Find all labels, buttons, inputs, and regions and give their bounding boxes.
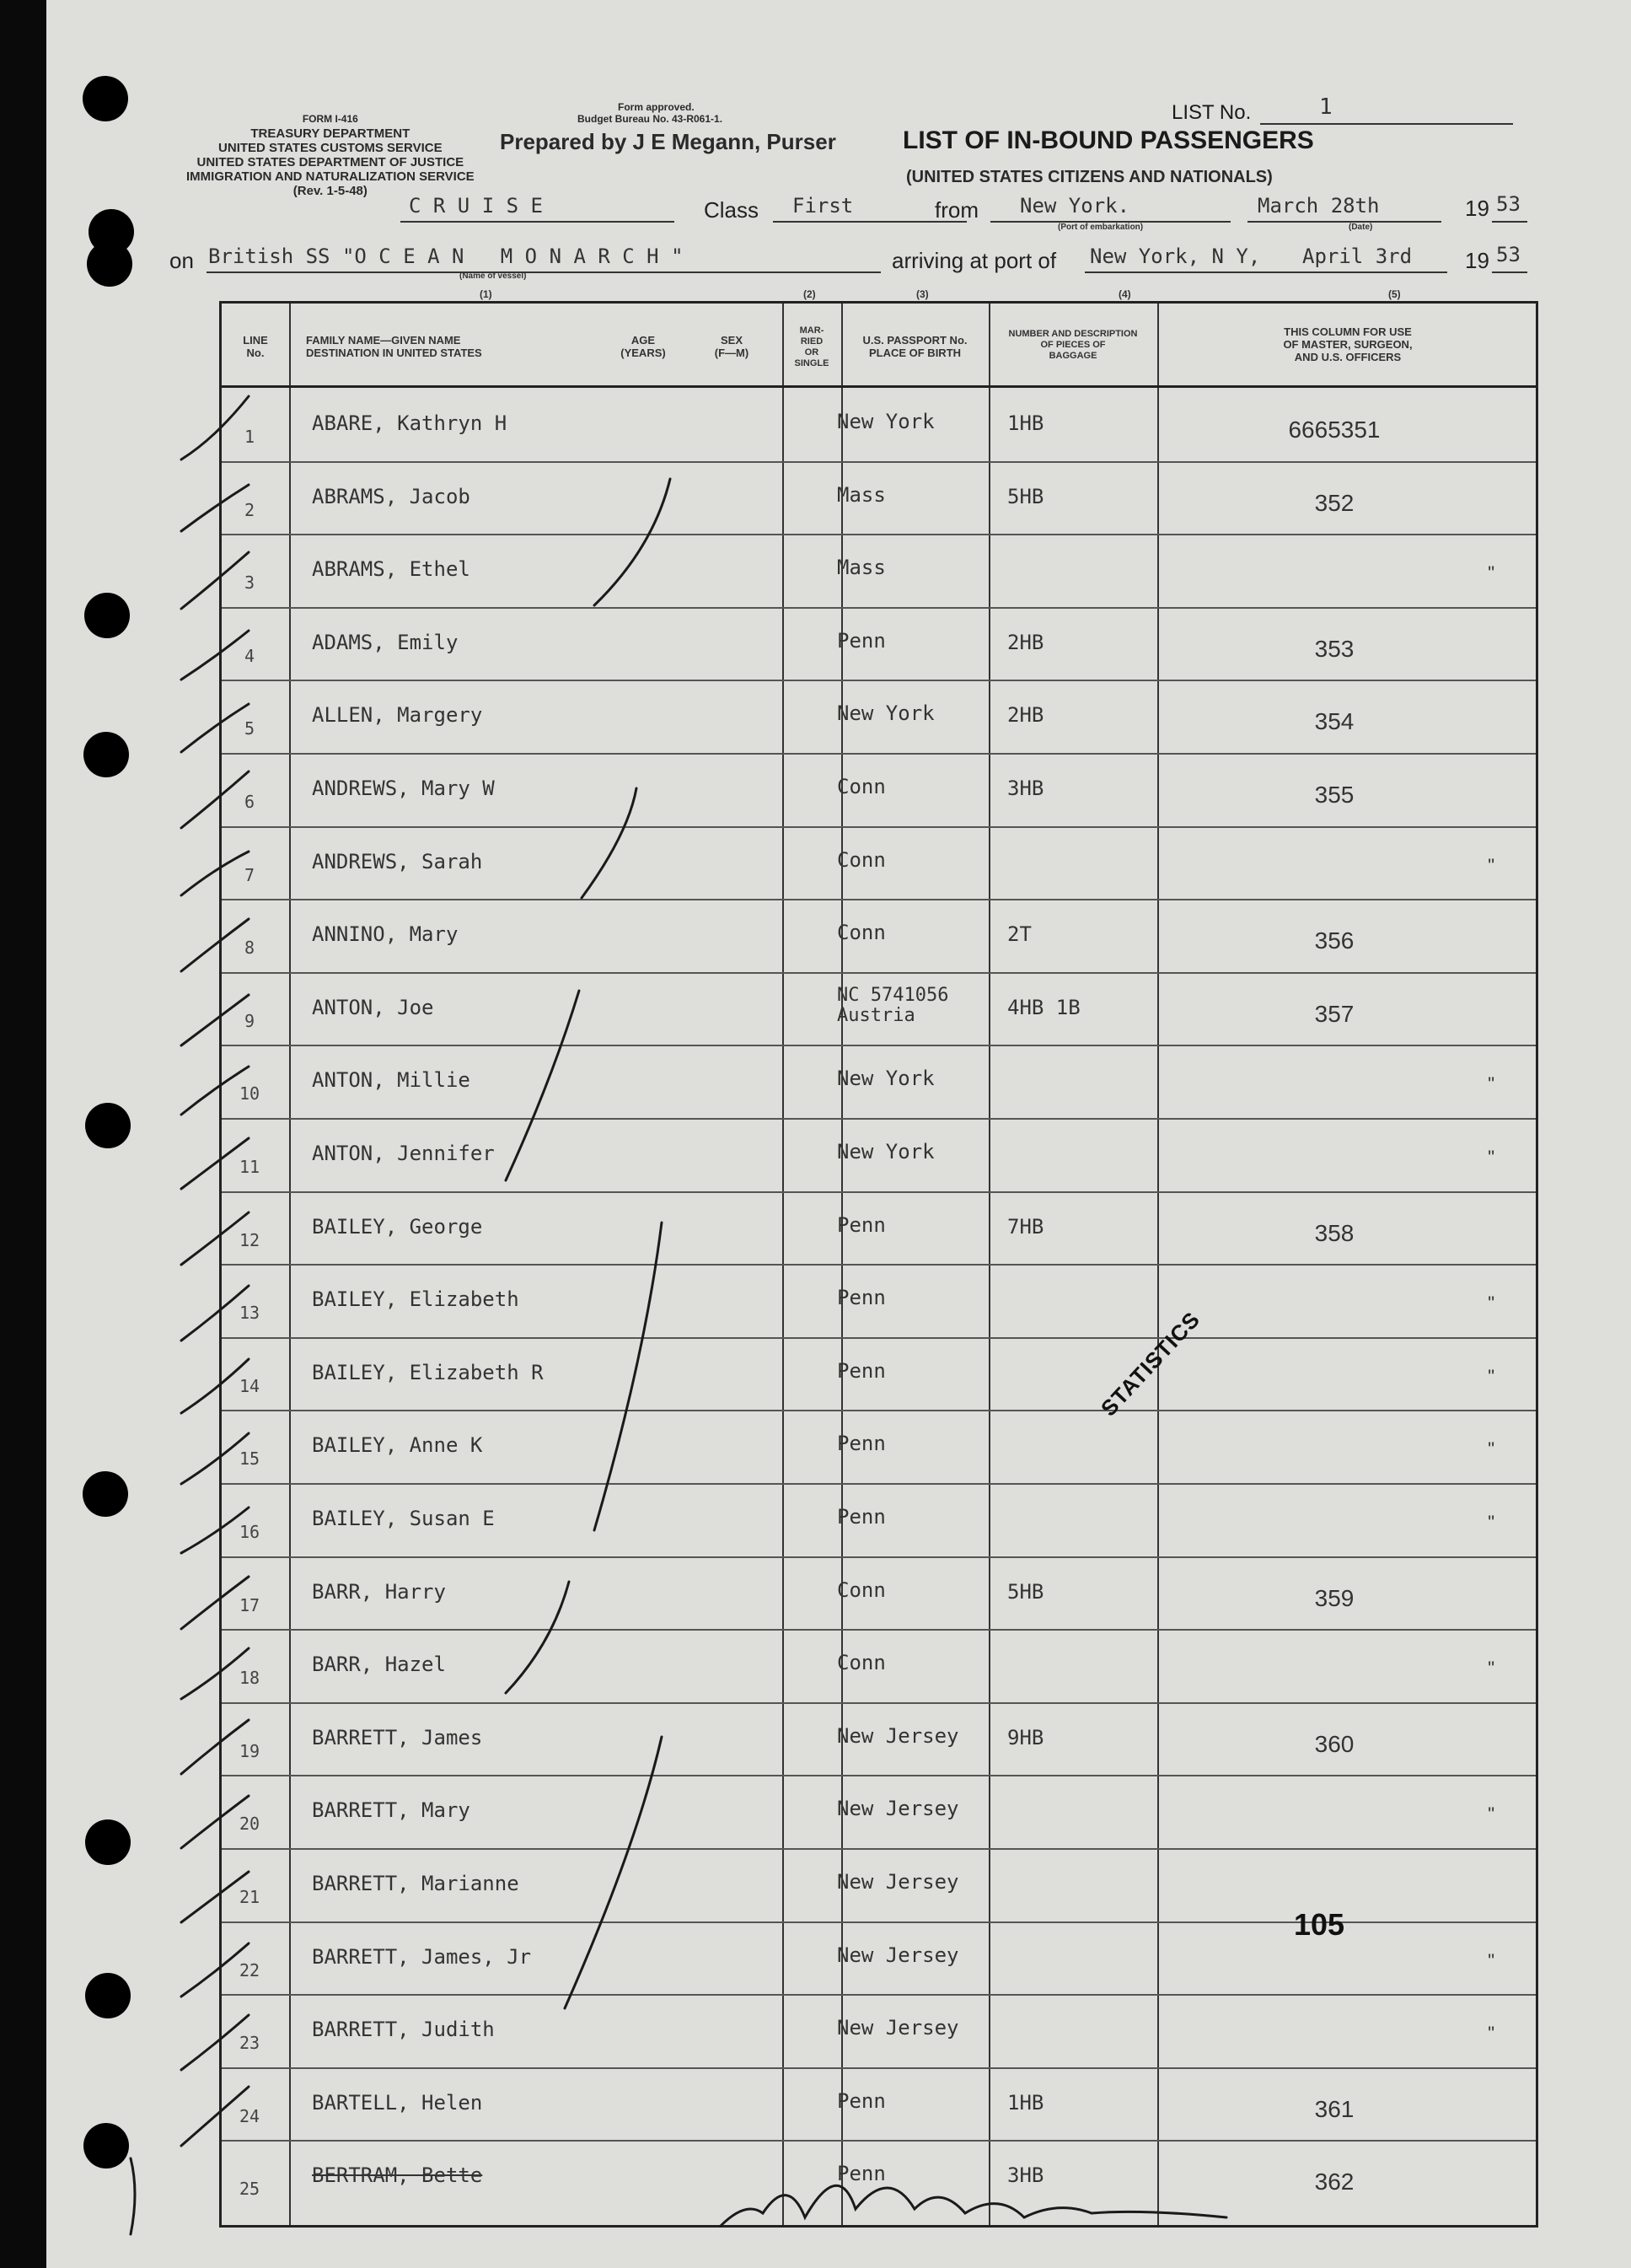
line-number: 1: [244, 427, 255, 447]
pen-tick: [181, 1067, 249, 1115]
page-subtitle: (UNITED STATES CITIZENS AND NATIONALS): [906, 168, 1273, 186]
officer-notation: 353: [1314, 635, 1355, 662]
place-of-birth: Conn: [837, 775, 886, 798]
officer-notation: ": [1488, 1293, 1494, 1314]
pen-tick: [181, 771, 249, 828]
header-sex: SEX (F—M): [714, 334, 749, 359]
year2-prefix: 19: [1465, 248, 1489, 273]
line-number: 25: [239, 2179, 260, 2200]
pen-tick: [181, 1943, 249, 1997]
baggage-description: 1HB: [1007, 411, 1044, 435]
header-name: FAMILY NAME—GIVEN NAME DESTINATION IN UNITED STATES: [306, 334, 482, 359]
baggage-description: 5HB: [1007, 1579, 1044, 1604]
officer-notation: 356: [1314, 927, 1355, 954]
line-number: 11: [239, 1157, 260, 1177]
line-number: 9: [244, 1010, 255, 1031]
officer-notation: ": [1488, 1658, 1494, 1680]
baggage-description: 3HB: [1007, 777, 1044, 800]
header-officers: THIS COLUMN FOR USE OF MASTER, SURGEON, AND U.S. OFFICERS: [1283, 325, 1413, 363]
passenger-name: ANTON, Jennifer: [312, 1142, 495, 1165]
pen-tick: [181, 1286, 249, 1341]
header-married: MAR- RIED OR SINGLE: [794, 325, 829, 368]
baggage-description: 3HB: [1007, 2163, 1044, 2188]
officer-notation: ": [1488, 1512, 1494, 1533]
passenger-name: BARRETT, Judith: [312, 2018, 495, 2042]
pen-tick: [181, 995, 249, 1045]
pen-tick: [181, 1720, 249, 1774]
pen-tick: [181, 1872, 249, 1922]
passenger-name: ABRAMS, Jacob: [312, 484, 470, 508]
officer-notation: ": [1488, 1365, 1494, 1387]
line-number: 8: [244, 938, 255, 959]
pen-check-mark: [582, 788, 636, 898]
place-of-birth: Penn: [837, 1432, 886, 1456]
prepared-by: Prepared by J E Megann, Purser: [500, 129, 836, 154]
year-value: 53: [1496, 192, 1521, 216]
officer-notation: 361: [1314, 2095, 1355, 2122]
from-caption: (Port of embarkation): [1058, 223, 1144, 232]
place-of-birth: New Jersey: [837, 1943, 959, 1967]
pen-tick: [181, 704, 249, 752]
handwritten-marks: [46, 0, 1631, 2268]
class-label: Class: [704, 197, 759, 223]
place-of-birth: Penn: [837, 628, 886, 653]
line-number: 22: [239, 1959, 260, 1980]
place-of-birth: Mass: [837, 556, 886, 580]
arrival-date: April 3rd: [1302, 245, 1413, 268]
place-of-birth: Penn: [837, 2088, 886, 2113]
passenger-name: ANDREWS, Sarah: [312, 849, 483, 873]
officer-notation: ": [1488, 1438, 1494, 1460]
from-value: New York.: [1020, 194, 1130, 218]
column-number-5: (5): [1388, 288, 1401, 300]
treasury-department: TREASURY DEPARTMENT: [250, 126, 410, 141]
column-number-1: (1): [480, 288, 492, 300]
year-prefix: 19: [1465, 196, 1489, 221]
officer-notation: 359: [1314, 1584, 1355, 1611]
pen-tick: [181, 552, 249, 609]
passenger-name: ANNINO, Mary: [312, 922, 459, 947]
passenger-name: ANTON, Millie: [312, 1068, 470, 1093]
arrival-port: New York, N Y,: [1090, 245, 1261, 268]
passenger-name: BARRETT, Marianne: [312, 1872, 519, 1895]
pen-tick: [181, 1508, 249, 1553]
line-number: 23: [239, 2033, 260, 2054]
vessel-name: British SS "O C E A N M O N A R C H ": [208, 245, 684, 268]
pen-check-mark: [506, 991, 579, 1180]
officer-notation: ": [1488, 562, 1494, 584]
place-of-birth: Conn: [837, 1651, 886, 1675]
baggage-description: 9HB: [1007, 1725, 1044, 1749]
place-of-birth: NC 5741056 Austria: [837, 984, 949, 1026]
place-of-birth: Conn: [837, 1577, 886, 1602]
line-number: 5: [244, 718, 255, 739]
approval-line: Form approved.: [618, 101, 695, 113]
pen-tick: [181, 396, 249, 460]
place-of-birth: Penn: [837, 1358, 886, 1383]
line-number: 20: [239, 1814, 260, 1835]
line-number: 2: [244, 499, 255, 520]
line-number: 4: [244, 645, 255, 666]
pen-check-mark: [565, 1737, 662, 2008]
officer-notation: 354: [1314, 708, 1355, 735]
pen-tick: [181, 919, 249, 971]
header-passport: U.S. PASSPORT No. PLACE OF BIRTH: [862, 334, 968, 359]
officer-notation: 358: [1314, 1219, 1355, 1246]
passenger-name: BARRETT, James, Jr: [312, 1944, 532, 1969]
pen-check-mark: [594, 1223, 662, 1530]
passenger-name: BAILEY, Susan E: [312, 1507, 495, 1530]
signature-scrawl: [721, 2185, 1226, 2226]
passenger-name: ANTON, Joe: [312, 995, 434, 1019]
pen-tick: [181, 2087, 249, 2146]
pen-check-mark: [506, 1582, 569, 1693]
officer-notation: ": [1488, 2023, 1494, 2045]
place-of-birth: Conn: [837, 847, 886, 872]
header-age: AGE (YEARS): [620, 334, 666, 359]
line-number: 16: [239, 1522, 260, 1542]
officer-notation: ": [1488, 1803, 1494, 1825]
vessel-caption: (Name of vessel): [459, 271, 527, 281]
officer-notation: 360: [1314, 1730, 1355, 1757]
line-number: 21: [239, 1887, 260, 1907]
officer-notation: ": [1488, 1147, 1494, 1168]
cruise-label: C R U I S E: [409, 194, 543, 218]
customs-service: UNITED STATES CUSTOMS SERVICE: [218, 141, 443, 155]
header-baggage: NUMBER AND DESCRIPTION OF PIECES OF BAGGAGE: [1008, 329, 1138, 361]
document-page: [46, 0, 1631, 2268]
passenger-name: ABRAMS, Ethel: [312, 557, 470, 582]
passenger-name: BARTELL, Helen: [312, 2090, 483, 2115]
column-number-4: (4): [1119, 288, 1131, 300]
column-number-2: (2): [803, 288, 816, 300]
justice-department: UNITED STATES DEPARTMENT OF JUSTICE: [196, 155, 464, 169]
pen-tick: [181, 852, 249, 895]
place-of-birth: New York: [837, 701, 935, 726]
passenger-name: BAILEY, Elizabeth: [312, 1287, 519, 1312]
place-of-birth: Penn: [837, 1212, 886, 1237]
line-number: 18: [239, 1668, 260, 1689]
line-number: 17: [239, 1594, 260, 1615]
officer-notation: ": [1488, 1073, 1494, 1095]
pen-tick: [181, 631, 249, 680]
place-of-birth: Penn: [837, 1505, 886, 1529]
passenger-name: BARR, Hazel: [312, 1653, 446, 1677]
line-number: 6: [244, 792, 255, 812]
officer-notation: 352: [1314, 489, 1355, 516]
line-number: 7: [244, 864, 255, 885]
passenger-name: ANDREWS, Mary W: [312, 777, 495, 800]
passenger-name: BAILEY, Anne K: [312, 1433, 483, 1458]
year2-value: 53: [1496, 243, 1521, 266]
pen-tick: [181, 1796, 249, 1848]
place-of-birth: New York: [837, 410, 935, 433]
baggage-description: 1HB: [1007, 2090, 1044, 2115]
pen-check-mark: [594, 479, 670, 605]
passenger-name: ABARE, Kathryn H: [312, 411, 507, 435]
form-revision: (Rev. 1-5-48): [292, 184, 368, 198]
budget-bureau-line: Budget Bureau No. 43-R061-1.: [577, 113, 723, 125]
pen-mark: [131, 2158, 135, 2234]
baggage-description: 2HB: [1007, 703, 1044, 728]
column-number-3: (3): [916, 288, 929, 300]
place-of-birth: Penn: [837, 1286, 886, 1310]
line-number: 19: [239, 1740, 260, 1761]
pen-tick: [181, 485, 249, 531]
line-number: 12: [239, 1229, 260, 1250]
baggage-description: 2T: [1007, 922, 1032, 947]
form-number: FORM I-416: [302, 113, 358, 125]
place-of-birth: New Jersey: [837, 2016, 959, 2040]
line-number: 10: [239, 1083, 260, 1104]
baggage-description: 7HB: [1007, 1214, 1044, 1239]
place-of-birth: Penn: [837, 2162, 886, 2186]
officer-notation: 6665351: [1288, 417, 1381, 443]
pen-tick: [181, 1648, 249, 1699]
place-of-birth: New Jersey: [837, 1797, 959, 1821]
passenger-name: BARRETT, James: [312, 1725, 483, 1749]
baggage-description: 4HB 1B: [1007, 995, 1081, 1019]
officer-notation: ": [1488, 854, 1494, 876]
pen-tick: [181, 2015, 249, 2070]
ins-service: IMMIGRATION AND NATURALIZATION SERVICE: [186, 169, 475, 184]
pen-tick: [181, 1212, 249, 1265]
pen-tick: [181, 1577, 249, 1629]
line-number: 13: [239, 1303, 260, 1324]
page-title: LIST OF IN-BOUND PASSENGERS: [903, 126, 1314, 154]
passenger-name: BERTRAM, Bette: [312, 2163, 483, 2188]
place-of-birth: Conn: [837, 921, 886, 945]
on-label: on: [169, 248, 194, 273]
list-number: 1: [1319, 94, 1333, 120]
place-of-birth: Mass: [837, 482, 886, 507]
line-number: 14: [239, 1375, 260, 1396]
from-label: from: [935, 197, 979, 223]
place-of-birth: New York: [837, 1067, 935, 1091]
line-number: 3: [244, 572, 255, 594]
pen-tick: [181, 1359, 249, 1413]
header-line-no: LINE No.: [243, 334, 268, 359]
line-number: 15: [239, 1448, 260, 1470]
date-caption: (Date): [1349, 223, 1373, 232]
class-value: First: [792, 194, 854, 218]
passenger-name: ALLEN, Margery: [312, 703, 483, 728]
officer-notation: 357: [1314, 1000, 1355, 1027]
date-value: March 28th: [1258, 194, 1380, 218]
passenger-name: ADAMS, Emily: [312, 630, 459, 654]
list-number-label: LIST No.: [1172, 101, 1252, 124]
place-of-birth: New Jersey: [837, 1723, 959, 1748]
place-of-birth: New York: [837, 1140, 935, 1164]
arriving-label: arriving at port of: [892, 248, 1057, 273]
officer-notation: 355: [1314, 782, 1355, 808]
pen-tick: [181, 1433, 249, 1484]
passenger-name: BARRETT, Mary: [312, 1798, 470, 1823]
officer-notation: 362: [1314, 2169, 1355, 2195]
place-of-birth: New Jersey: [837, 1870, 959, 1894]
passenger-name: BAILEY, George: [312, 1214, 483, 1239]
baggage-description: 5HB: [1007, 484, 1044, 508]
passenger-name: BAILEY, Elizabeth R: [312, 1360, 544, 1384]
officer-notation: ": [1488, 1949, 1494, 1971]
passenger-name: BARR, Harry: [312, 1579, 446, 1604]
handwritten-count: 105: [1294, 1907, 1345, 1942]
pen-tick: [181, 1138, 249, 1189]
baggage-description: 2HB: [1007, 630, 1044, 654]
statistics-stamp: STATISTICS: [1096, 1306, 1205, 1422]
line-number: 24: [239, 2105, 260, 2126]
